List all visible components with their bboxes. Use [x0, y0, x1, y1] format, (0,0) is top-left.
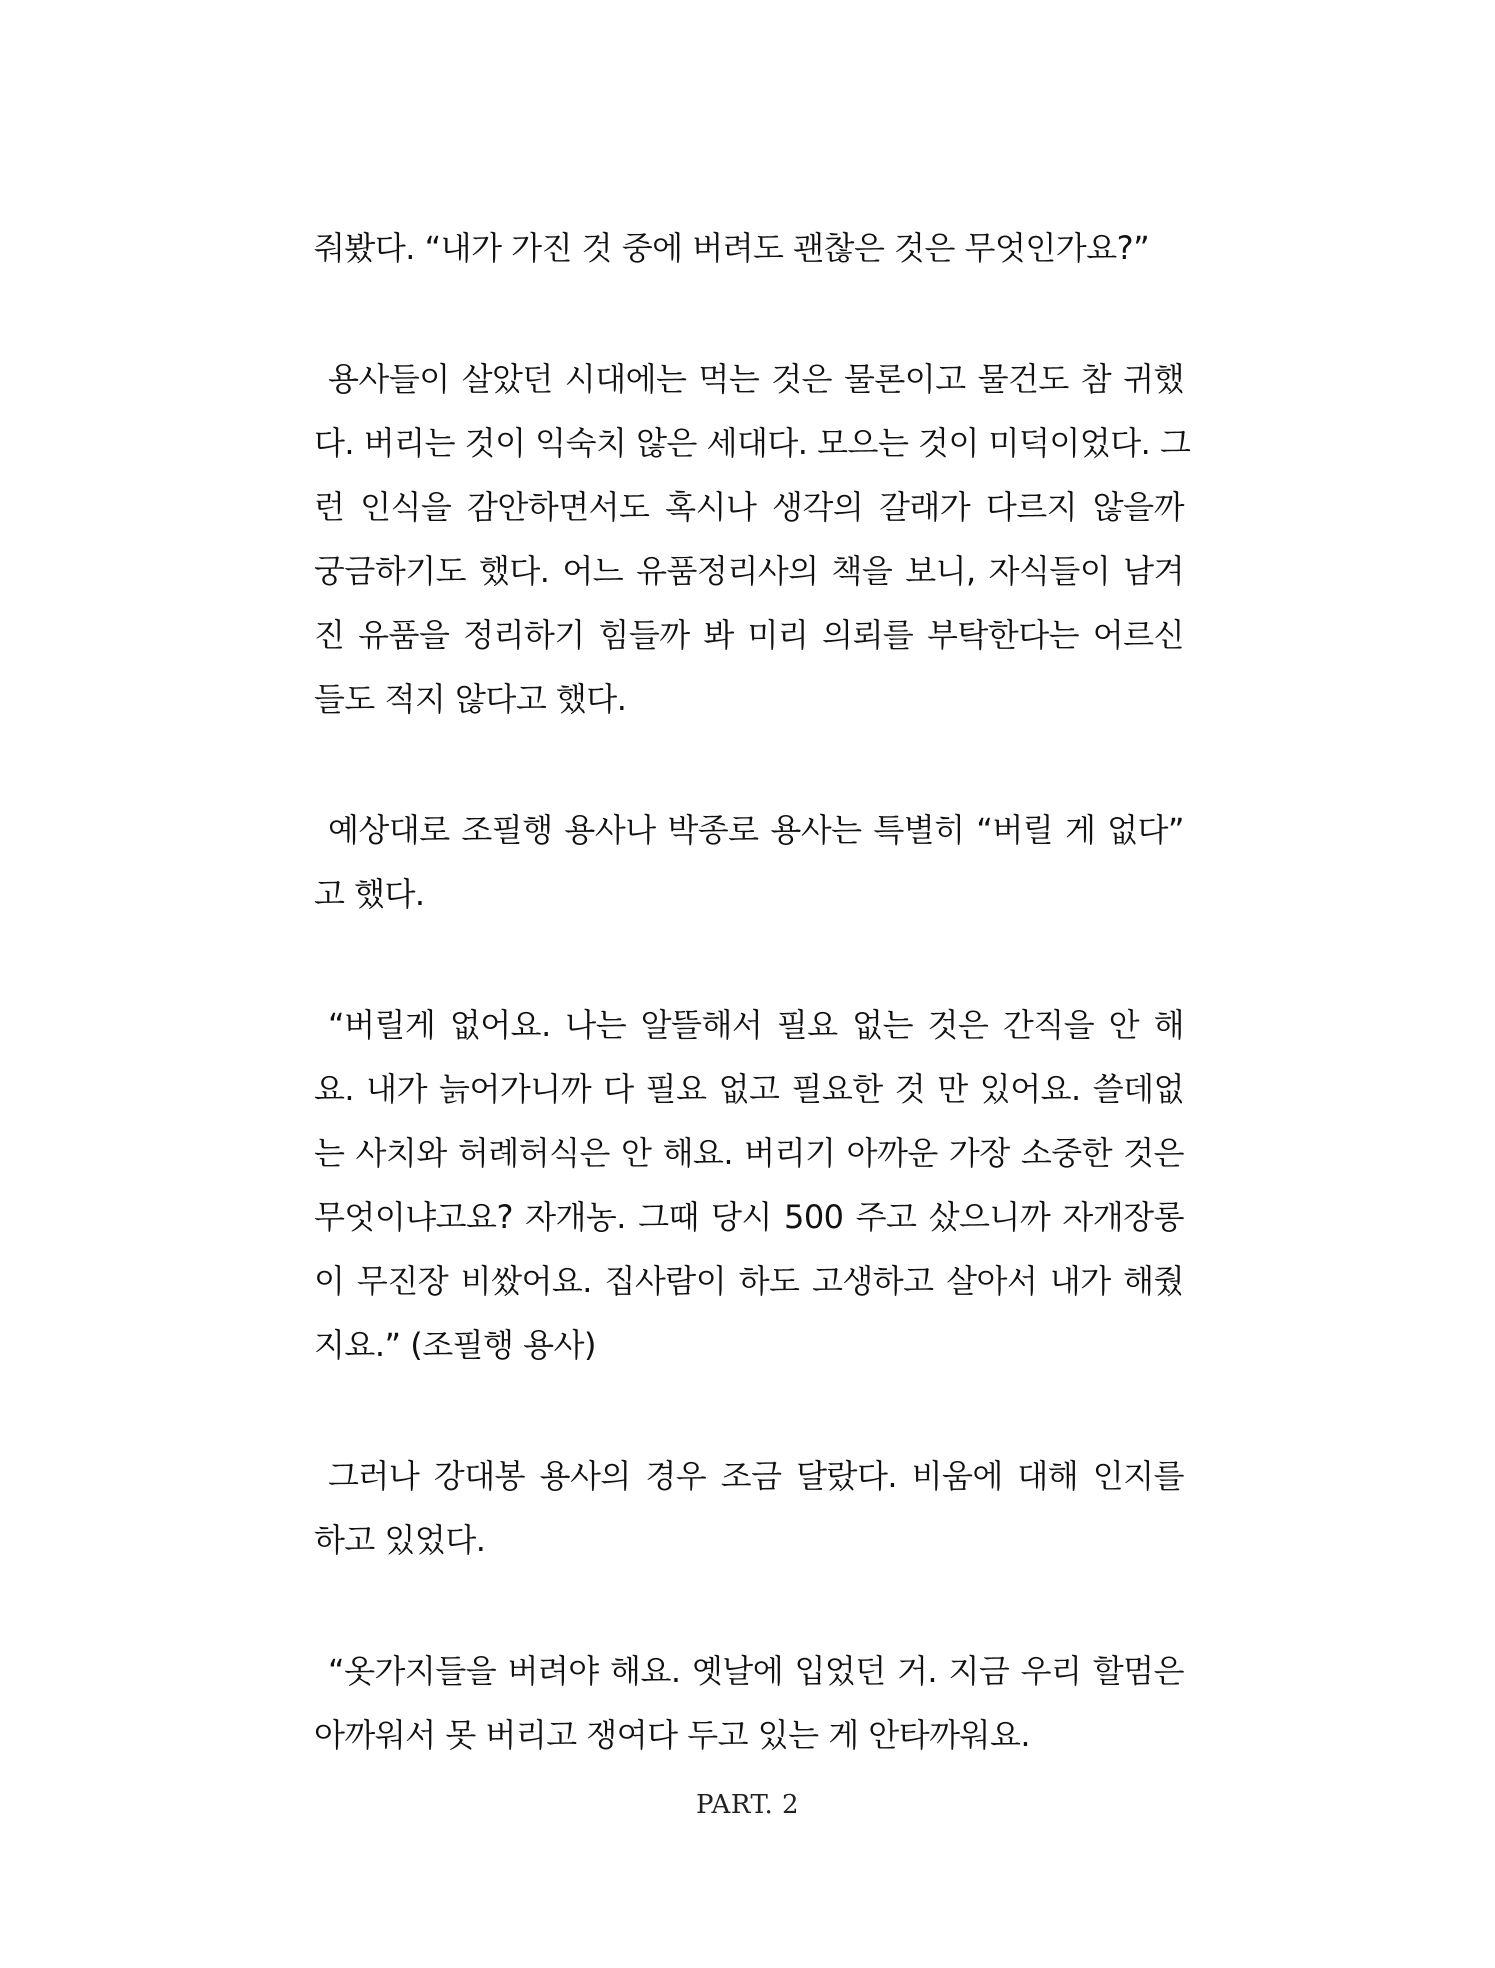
- text-line: 용사들이 살았던 시대에는 먹는 것은 물론이고 물건도 참 귀했: [328, 360, 1184, 398]
- text-line: 하고 있었다.: [314, 1521, 486, 1559]
- paragraph-6: [314, 1639, 1184, 1767]
- paragraph-1: [314, 216, 1184, 280]
- text-line: 들도 적지 않다고 했다.: [314, 680, 627, 718]
- text-line: 는 사치와 허례허식은 안 해요. 버리기 아까운 가장 소중한 것은: [314, 1134, 1184, 1172]
- text-line: 그러나 강대봉 용사의 경우 조금 달랐다. 비움에 대해 인지를: [328, 1457, 1184, 1495]
- text-line: 요. 내가 늙어가니까 다 필요 없고 필요한 것 만 있어요. 쓸데없: [314, 1070, 1184, 1108]
- text-line: 런 인식을 감안하면서도 혹시나 생각의 갈래가 다르지 않을까: [314, 488, 1184, 526]
- paragraph-2: [314, 347, 1191, 731]
- text-line: “버릴게 없어요. 나는 알뜰해서 필요 없는 것은 간직을 안 해: [328, 1006, 1184, 1044]
- text-line: 무엇이냐고요? 자개농. 그때 당시 500 주고 샀으니까 자개장롱: [314, 1198, 1184, 1236]
- text-line: 아까워서 못 버리고 쟁여다 두고 있는 게 안타까워요.: [314, 1716, 1031, 1754]
- text-line: 줘봤다. “내가 가진 것 중에 버려도 괜찮은 것은 무엇인가요?”: [314, 229, 1150, 267]
- text-line: 다. 버리는 것이 익숙치 않은 세대다. 모으는 것이 미덕이었다. 그: [314, 424, 1191, 462]
- paragraph-4: [314, 993, 1184, 1377]
- text-line: 진 유품을 정리하기 힘들까 봐 미리 의뢰를 부탁한다는 어르신: [314, 616, 1184, 654]
- text-line: 지요.” (조필행 용사): [314, 1326, 596, 1364]
- text-line: 이 무진장 비쌌어요. 집사람이 하도 고생하고 살아서 내가 해줬: [314, 1262, 1184, 1300]
- text-line: 예상대로 조필행 용사나 박종로 용사는 특별히 “버릴 게 없다”: [328, 811, 1184, 849]
- text-line: 궁금하기도 했다. 어느 유품정리사의 책을 보니, 자식들이 남겨: [314, 552, 1184, 590]
- text-line: 고 했다.: [314, 875, 425, 913]
- paragraph-3: [314, 798, 1184, 926]
- page-footer-part-label: PART. 2: [695, 1790, 800, 1820]
- body-text: [314, 216, 1191, 1834]
- text-line: “옷가지들을 버려야 해요. 옛날에 입었던 거. 지금 우리 할멈은: [328, 1652, 1184, 1690]
- paragraph-5: [314, 1444, 1184, 1572]
